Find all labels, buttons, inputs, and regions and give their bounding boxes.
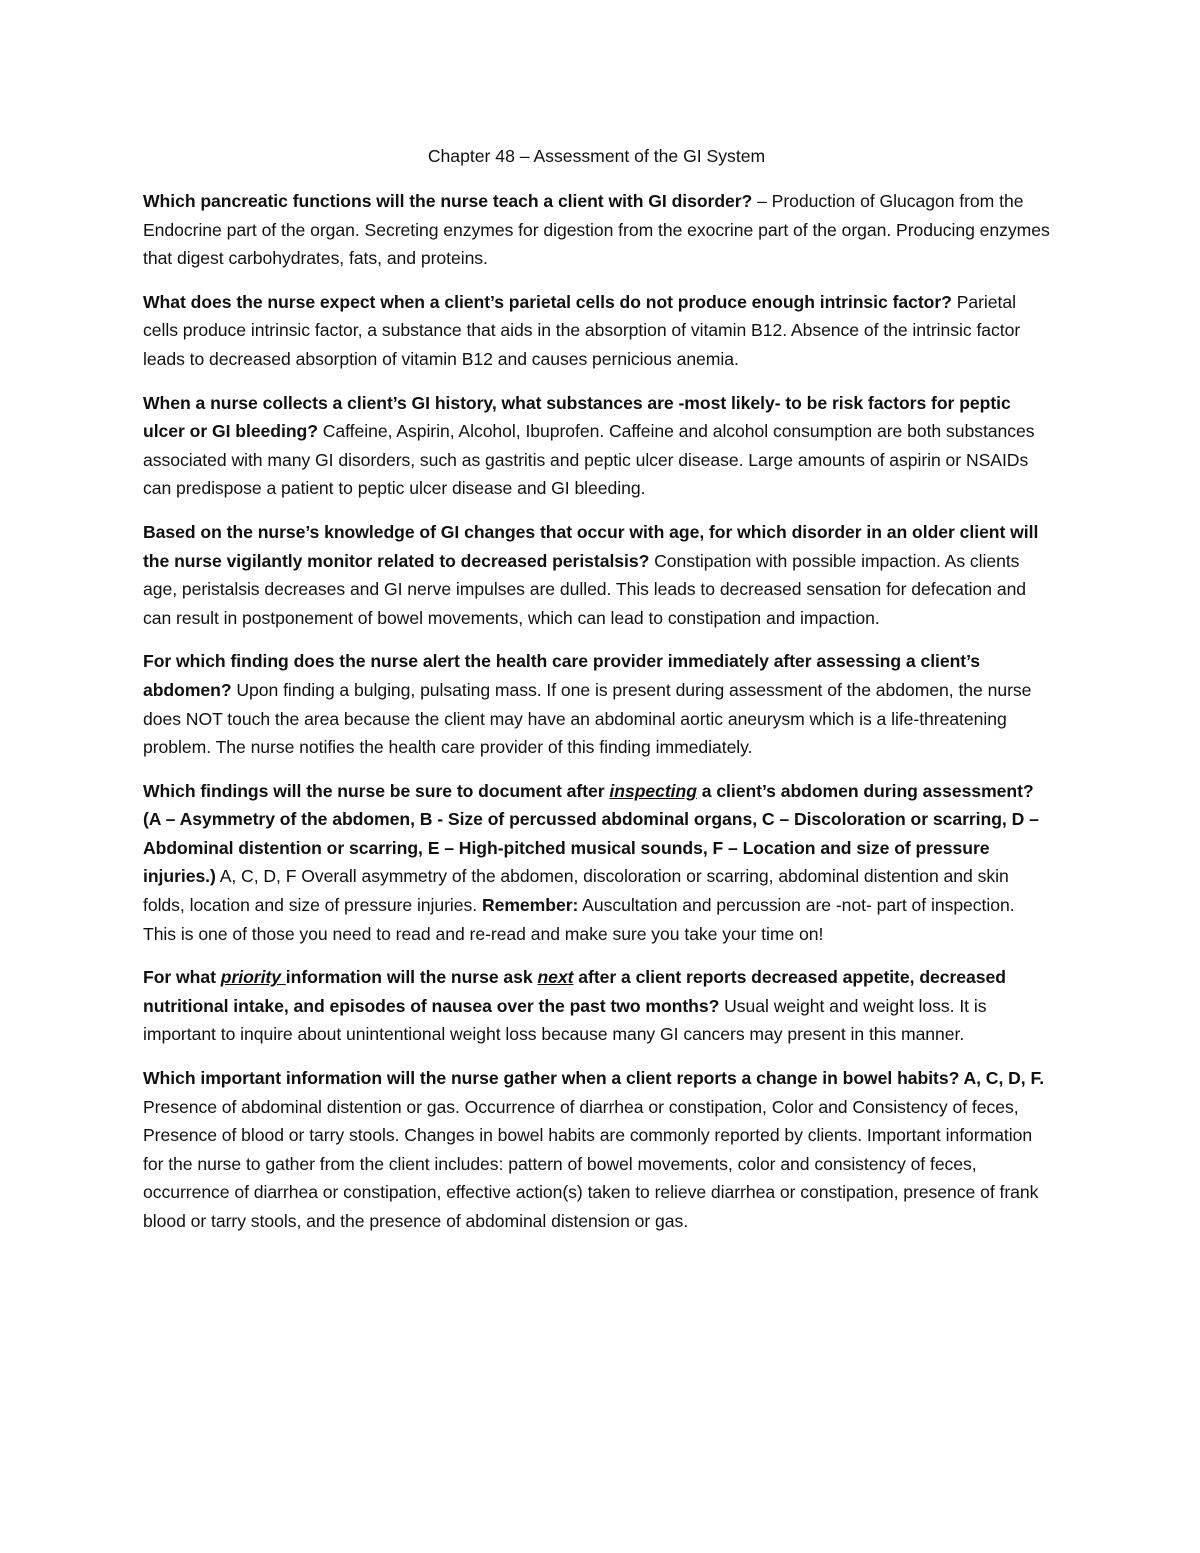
question-text: Which pancreatic functions will the nurse teach a client with GI disorder?	[143, 191, 753, 211]
remember-label: Remember:	[481, 895, 579, 916]
answer-text: Parietal cells produce intrinsic factor, a substance that aids in the absorption of vitamin B12. Absence of the intrinsic factor leads to decreased absorption of vitamin B12 and causes pernicious anemia.	[143, 291, 1021, 369]
question-text-end: a client’s abdomen during assessment? (A – Asymmetry of the abdomen, B - Size of percussed abdominal organs, C – Discoloration or scarring, D – Abdominal distention or scarring, E – High-pitched musical sounds, F – Location and size of pressure injuries.)	[143, 780, 1039, 887]
qa-paragraph-3	[143, 389, 1050, 503]
answer-text: Constipation with possible impaction. As clients age, peristalsis decreases and GI nerve impulses are dulled. This leads to decreased sensation for defecation and can result in postponement of bowel movements, which can lead to constipation and impaction.	[143, 550, 1027, 628]
question-emphasis-inspecting: inspecting	[609, 780, 697, 801]
question-emphasis-priority: priority	[220, 967, 286, 988]
remember-text: Auscultation and percussion are -not- part of inspection. This is one of those you need to read and re-read and make sure you take your time on!	[143, 895, 1015, 944]
answer-text: – Production of Glucagon from the Endocrine part of the organ. Secreting enzymes for digestion from the exocrine part of the organ. Producing enzymes that digest carbohydrates, fats, and proteins.	[143, 191, 1050, 269]
answer-text: Usual weight and weight loss. It is important to inquire about unintentional weight loss because many GI cancers may present in this manner.	[143, 995, 987, 1045]
answer-text: A, C, D, F Overall asymmetry of the abdomen, discoloration or scarring, abdominal distention and skin folds, location and size of pressure injuries.	[143, 866, 1009, 916]
question-text: When a nurse collects a client’s GI history, what substances are -most likely- to be risk factors for peptic ulcer or GI bleeding?	[143, 392, 1011, 442]
qa-paragraph-5	[143, 647, 1050, 761]
question-text: Based on the nurse’s knowledge of GI changes that occur with age, for which disorder in an older client will the nurse vigilantly monitor related to decreased peristalsis?	[143, 521, 1039, 571]
answer-text: Caffeine, Aspirin, Alcohol, Ibuprofen. Caffeine and alcohol consumption are both substances associated with many GI disorders, such as gastritis and peptic ulcer disease. Large amounts of aspirin or NSAIDs can predispose a patient to peptic ulcer disease and GI bleeding.	[143, 421, 1035, 499]
question-text: For which finding does the nurse alert the health care provider immediately after assessing a client’s abdomen?	[143, 651, 981, 700]
question-text-start: For what	[143, 967, 221, 988]
question-text: What does the nurse expect when a client’s parietal cells do not produce enough intrinsic factor?	[143, 291, 952, 312]
qa-paragraph-4	[143, 518, 1050, 632]
question-text-start: Which findings will the nurse be sure to document after	[143, 780, 610, 801]
qa-paragraph-6	[143, 777, 1050, 949]
question-text-middle: information will the nurse ask	[285, 967, 538, 988]
qa-paragraph-8	[143, 1064, 1050, 1236]
question-emphasis-next: next	[537, 967, 574, 988]
qa-paragraph-1	[143, 187, 1050, 273]
answer-text: Upon finding a bulging, pulsating mass. If one is present during assessment of the abdomen, the nurse does NOT touch the area because the client may have an abdominal aortic aneurysm which is a life-threatening problem. The nurse notifies the health care provider of this finding immediately.	[143, 679, 1032, 758]
page-title: Chapter 48 – Assessment of the GI System	[427, 146, 766, 166]
question-text-end: after a client reports decreased appetite, decreased nutritional intake, and episodes of nausea over the past two months?	[143, 967, 1006, 1016]
question-text: Which important information will the nurse gather when a client reports a change in bowel habits? A, C, D, F.	[143, 1068, 1045, 1089]
answer-text: Presence of abdominal distention or gas. Occurrence of diarrhea or constipation, Color and Consistency of feces, Presence of blood or tarry stools. Changes in bowel habits are commonly reported by clients. Important information for the nurse to gather from the client includes: pattern of bowel movements, color and consistency of feces, occurrence of diarrhea or constipation, effective action(s) taken to relieve diarrhea or constipation, presence of frank blood or tarry stools, and the presence of abdominal distension or gas.	[143, 1096, 1039, 1231]
qa-paragraph-7	[143, 963, 1050, 1049]
qa-paragraph-2	[143, 288, 1050, 374]
